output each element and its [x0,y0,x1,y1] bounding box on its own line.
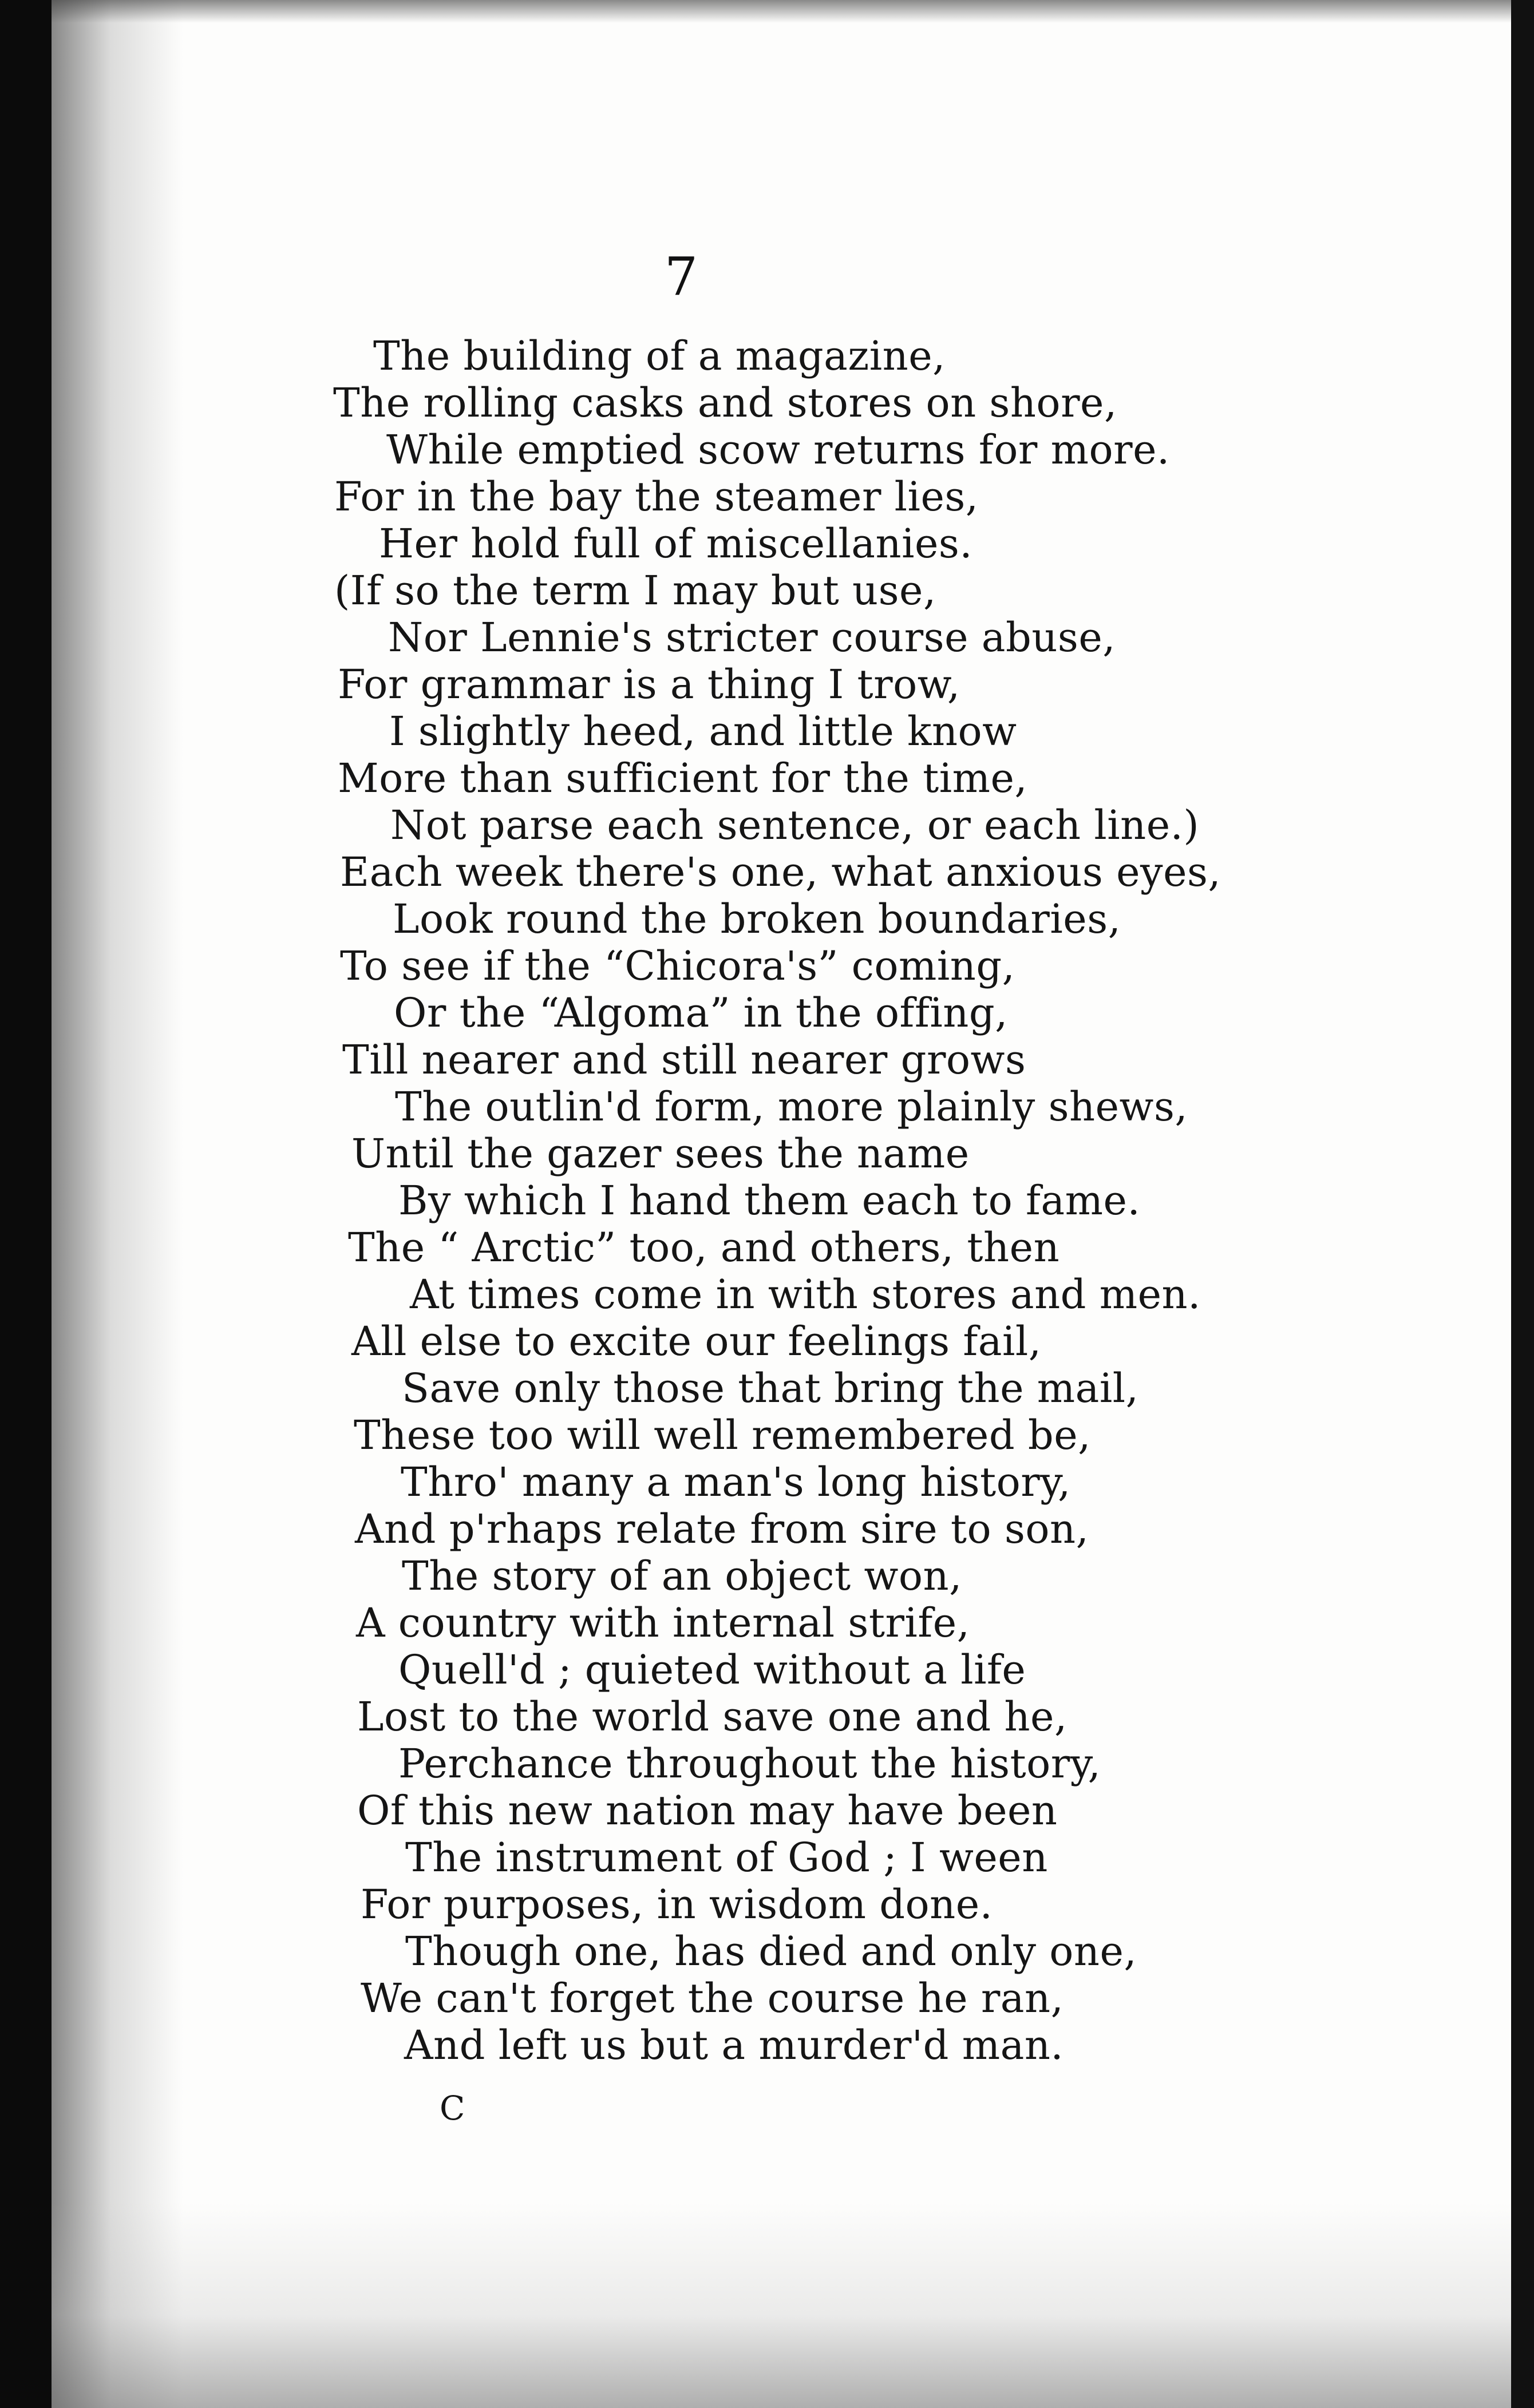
poem-line: The story of an object won, [402,1552,962,1599]
poem-line: Of this new nation may have been [357,1787,1058,1834]
poem-line: Not parse each sentence, or each line.) [390,802,1200,849]
poem-line: To see if the “Chicora's” coming, [340,942,1015,989]
poem-line: Each week there's one, what anxious eyes, [340,849,1221,896]
poem-line: We can't forget the course he ran, [361,1975,1064,2022]
poem-line: The building of a magazine, [373,332,946,379]
poem-line: For purposes, in wisdom done. [361,1881,993,1928]
poem-line: Or the “Algoma” in the offing, [394,989,1008,1036]
poem-line: Though one, has died and only one, [405,1928,1137,1975]
page-bottom-shadow [52,2202,1511,2408]
poem-line: For grammar is a thing I trow, [338,661,960,708]
poem-line: Lost to the world save one and he, [357,1693,1068,1740]
page-top-shadow [52,0,1511,23]
poem-line: Thro' many a man's long history, [401,1459,1071,1506]
poem-line: While emptied scow returns for more. [386,426,1170,473]
poem-line: Her hold full of miscellanies. [379,520,973,567]
poem-line: And left us but a murder'd man. [404,2022,1064,2069]
poem-text [0,333,1534,2164]
poem-line: For in the bay the steamer lies, [334,473,979,520]
poem-line: (If so the term I may but use, [334,567,936,614]
poem-line: Perchance throughout the history, [398,1740,1101,1787]
poem-line: Till nearer and still nearer grows [342,1036,1026,1083]
poem-line: Nor Lennie's stricter course abuse, [388,614,1116,661]
poem-line: Quell'd ; quieted without a life [398,1646,1026,1693]
page-number: 7 [664,246,698,307]
printer-signature-mark: C [440,2089,465,2128]
poem-line: By which I hand them each to fame. [398,1177,1141,1224]
poem-line: These too will well remembered be, [354,1412,1091,1459]
poem-line: Look round the broken boundaries, [393,896,1121,942]
poem-line: At times come in with stores and men. [410,1271,1201,1318]
poem-line: More than sufficient for the time, [338,755,1028,802]
poem-line: The rolling casks and stores on shore, [333,379,1117,426]
poem-line: Save only those that bring the mail, [402,1365,1139,1412]
poem-line: The instrument of God ; I ween [405,1834,1048,1881]
poem-line: I slightly heed, and little know [389,708,1017,755]
poem-line: Until the gazer sees the name [351,1130,970,1177]
poem-line: A country with internal strife, [356,1599,970,1646]
poem-line: All else to excite our feelings fail, [351,1318,1042,1365]
poem-line: The “ Arctic” too, and others, then [348,1224,1060,1271]
poem-line: The outlin'd form, more plainly shews, [395,1083,1188,1130]
poem-line: And p'rhaps relate from sire to son, [355,1506,1089,1552]
